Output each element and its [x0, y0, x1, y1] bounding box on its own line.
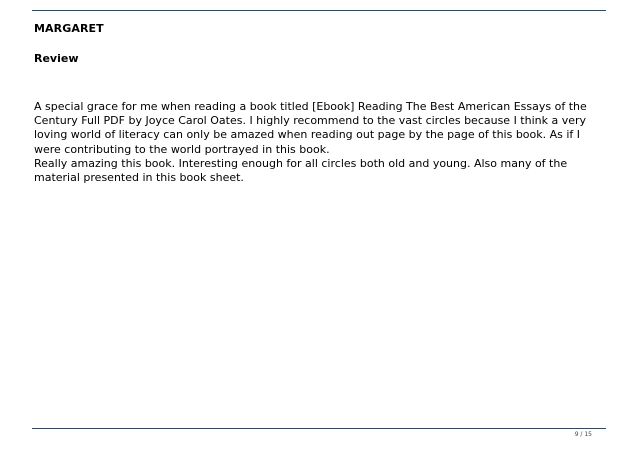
review-paragraph: A special grace for me when reading a book titled [Ebook] Reading The Best American Essays of the Century Full PDF by Joyce Carol Oates. I highly recommend to the vast circles because I think a very loving world of literacy can only be amazed when reading out page by the page of this book. As if I were contributing to the world portrayed in this book.	[34, 100, 587, 156]
review-body	[34, 100, 606, 185]
review-paragraph: Really amazing this book. Interesting enough for all circles both old and young. Also many of the material presented in this book sheet.	[34, 156, 568, 185]
section-heading: Review	[34, 52, 79, 65]
top-rule	[32, 10, 606, 11]
bottom-rule	[32, 428, 606, 429]
page-number: 9 / 15	[574, 431, 592, 438]
reviewer-name: MARGARET	[34, 22, 104, 35]
